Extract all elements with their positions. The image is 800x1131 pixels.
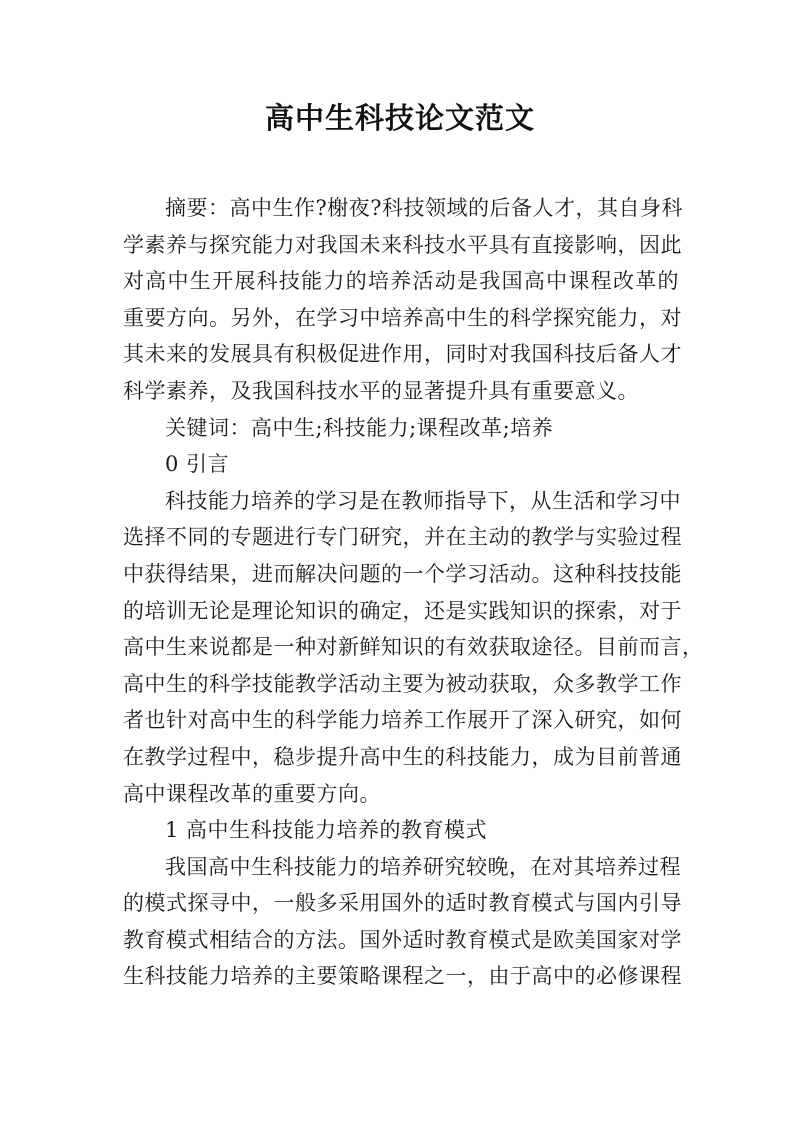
text-line: 其未来的发展具有积极促进作用，同时对我国科技后备人才 — [123, 342, 682, 367]
text-line: 我国高中生科技能力的培养研究较晚，在对其培养过程 — [165, 854, 681, 879]
text-line: 高中生来说都是一种对新鲜知识的有效获取途径。目前而言， — [123, 635, 704, 660]
text-line: 生科技能力培养的主要策略课程之一，由于高中的必修课程 — [123, 964, 682, 989]
text-line: 在教学过程中，稳步提升高中生的科技能力，成为目前普通 — [123, 744, 682, 769]
text-line: 中获得结果，进而解决问题的一个学习活动。这种科技技能 — [123, 561, 682, 586]
document-title: 高中生科技论文范文 — [264, 101, 535, 135]
text-line: 的模式探寻中，一般多采用国外的适时教育模式与国内引导 — [123, 891, 682, 916]
text-line: 0 引言 — [165, 452, 230, 477]
text-line: 1 高中生科技能力培养的教育模式 — [165, 818, 488, 843]
text-line: 科学素养，及我国科技水平的显著提升具有重要意义。 — [123, 378, 639, 403]
text-line: 关键词：高中生;科技能力;课程改革;培养 — [165, 415, 554, 440]
text-line: 者也针对高中生的科学能力培养工作展开了深入研究，如何 — [123, 708, 682, 733]
text-line: 摘要：高中生作?榭夜?科技领域的后备人才，其自身科 — [165, 196, 684, 220]
text-line: 高中生的科学技能教学活动主要为被动获取，众多教学工作 — [123, 671, 682, 696]
text-line: 重要方向。另外，在学习中培养高中生的科学探究能力，对 — [123, 305, 682, 330]
text-line: 科技能力培养的学习是在教师指导下，从生活和学习中 — [165, 488, 681, 513]
text-line: 教育模式相结合的方法。国外适时教育模式是欧美国家对学 — [123, 927, 682, 952]
text-line: 的培训无论是理论知识的确定，还是实践知识的探索，对于 — [123, 598, 682, 623]
text-line: 高中课程改革的重要方向。 — [123, 781, 381, 806]
text-line: 对高中生开展科技能力的培养活动是我国高中课程改革的 — [123, 269, 679, 294]
text-line: 选择不同的专题进行专门研究，并在主动的教学与实验过程 — [123, 525, 682, 550]
text-line: 学素养与探究能力对我国未来科技水平具有直接影响，因此 — [123, 232, 682, 257]
document-body — [123, 190, 704, 995]
